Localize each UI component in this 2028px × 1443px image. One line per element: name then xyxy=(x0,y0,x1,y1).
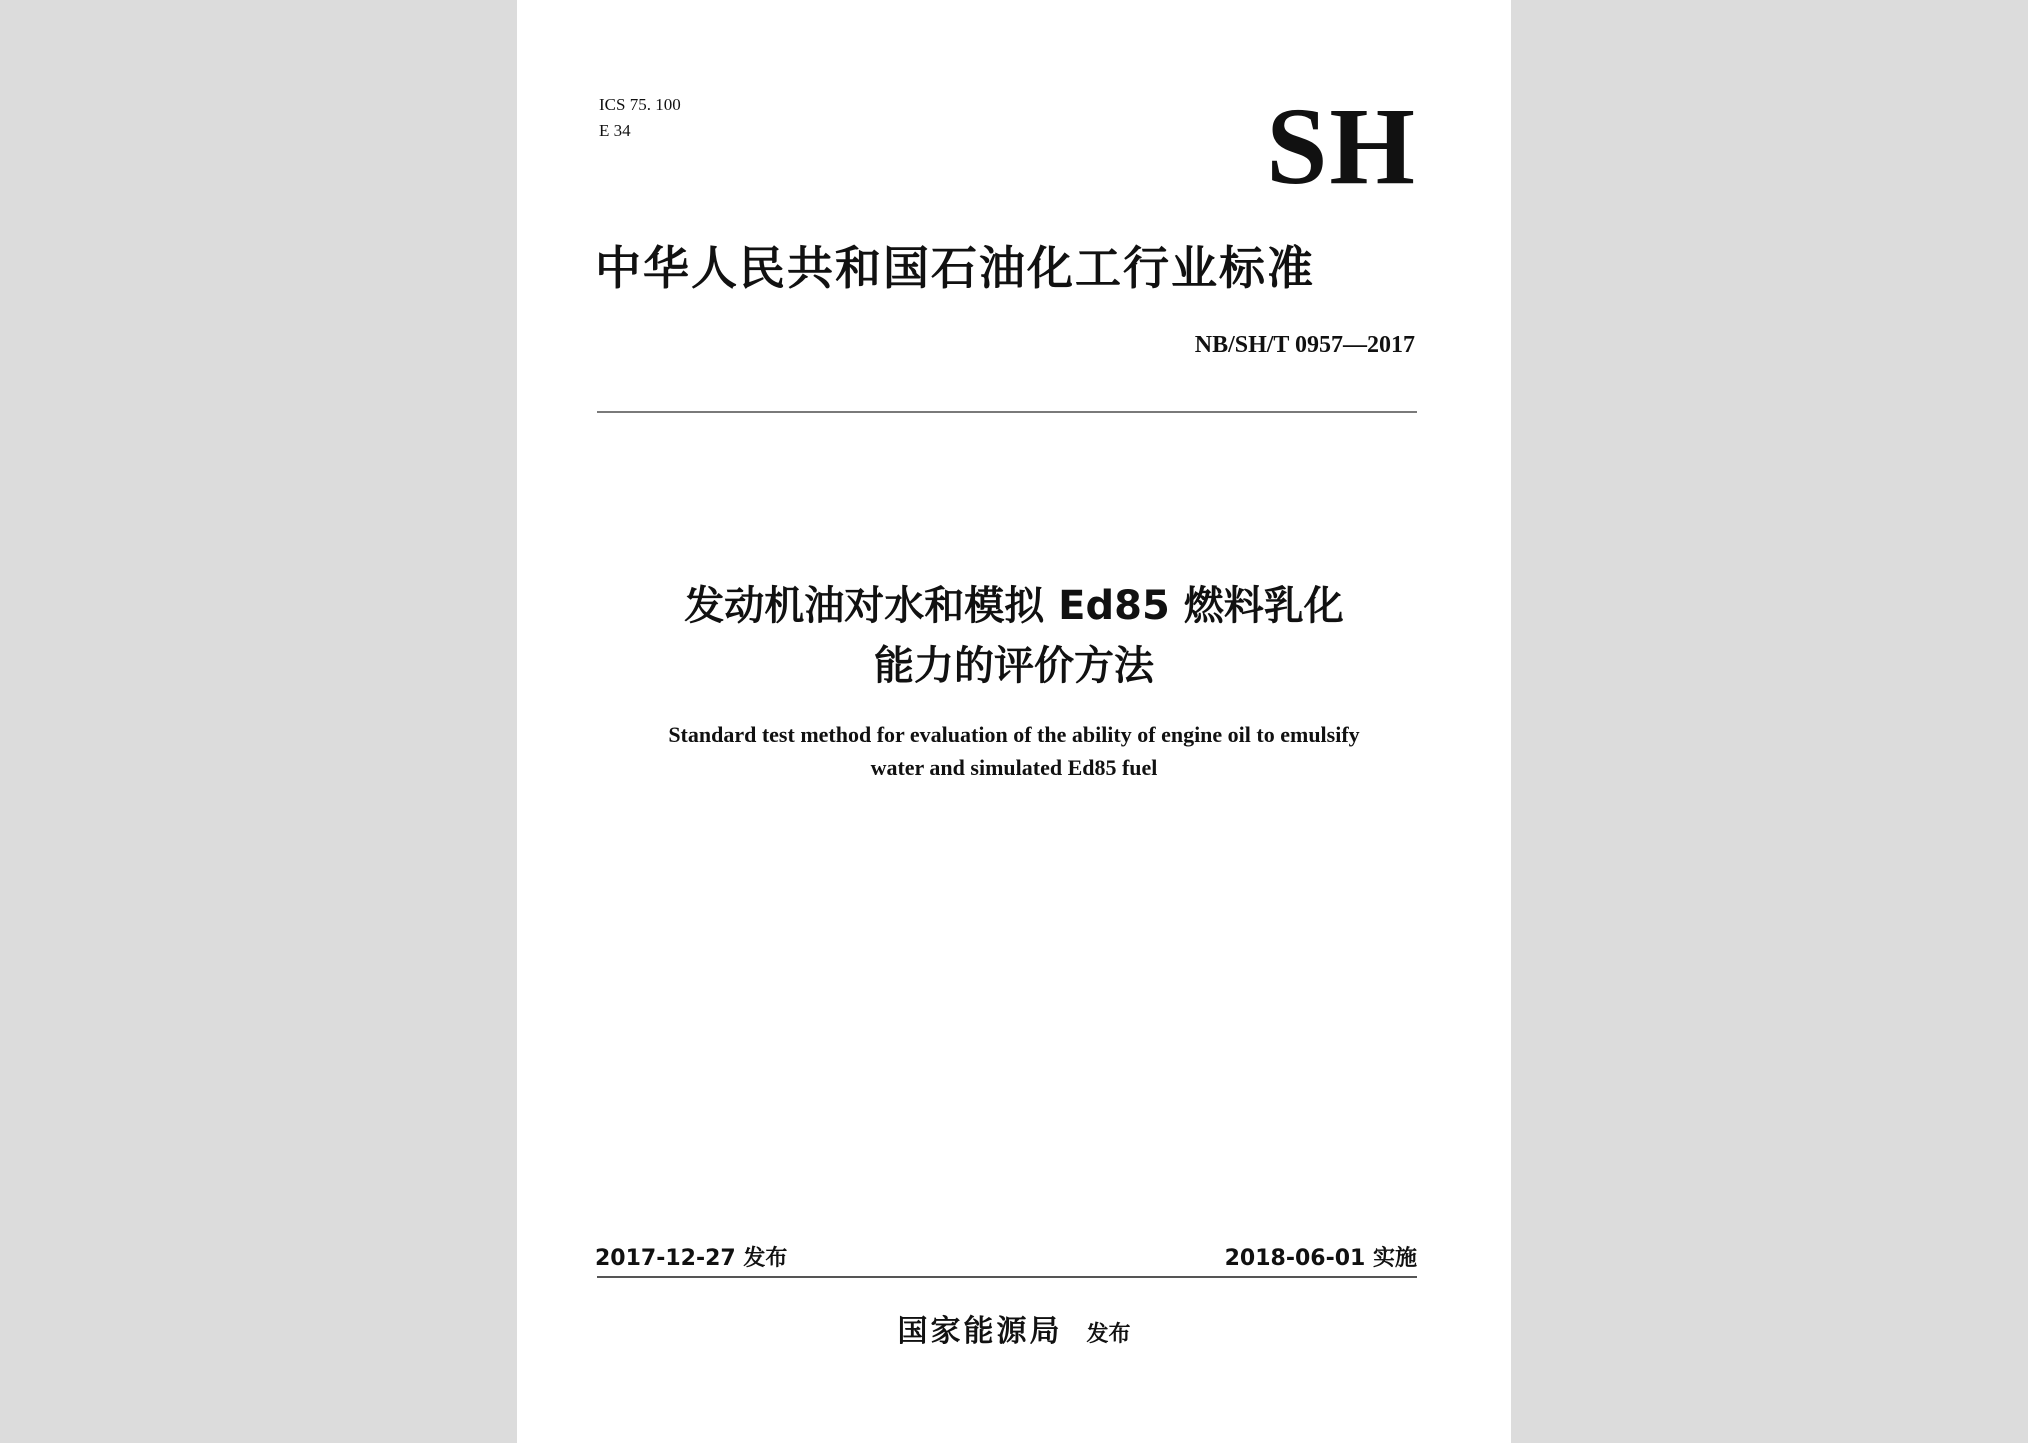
document-title-en-line1: Standard test method for evaluation of the ability of engine oil to emulsify xyxy=(668,722,1360,747)
standard-number: NB/SH/T 0957—2017 xyxy=(1194,332,1415,358)
document-page xyxy=(517,0,1511,1443)
sh-logo: SH xyxy=(1266,85,1417,207)
document-title-en-line2: water and simulated Ed85 fuel xyxy=(870,755,1158,780)
bottom-divider xyxy=(597,1276,1417,1278)
ics-code: ICS 75. 100 xyxy=(599,95,681,114)
ccs-code: E 34 xyxy=(599,121,631,140)
publish-date: 2017-12-27 发布 xyxy=(595,1246,788,1271)
effective-date: 2018-06-01 实施 xyxy=(1224,1246,1417,1271)
document-title-zh-line1: 发动机油对水和模拟 Ed85 燃料乳化 xyxy=(684,583,1344,629)
document-title-zh-line2: 能力的评价方法 xyxy=(874,643,1154,689)
issuer-action: 发布 xyxy=(1086,1322,1131,1347)
document-title-en xyxy=(517,718,1511,784)
classification-codes xyxy=(599,92,681,144)
issuer xyxy=(517,1306,1511,1350)
issuer-organization: 国家能源局 xyxy=(897,1314,1063,1349)
standard-title: 中华人民共和国石油化工行业标准 xyxy=(595,241,1315,295)
top-divider xyxy=(597,411,1417,413)
document-title-zh xyxy=(517,576,1511,696)
